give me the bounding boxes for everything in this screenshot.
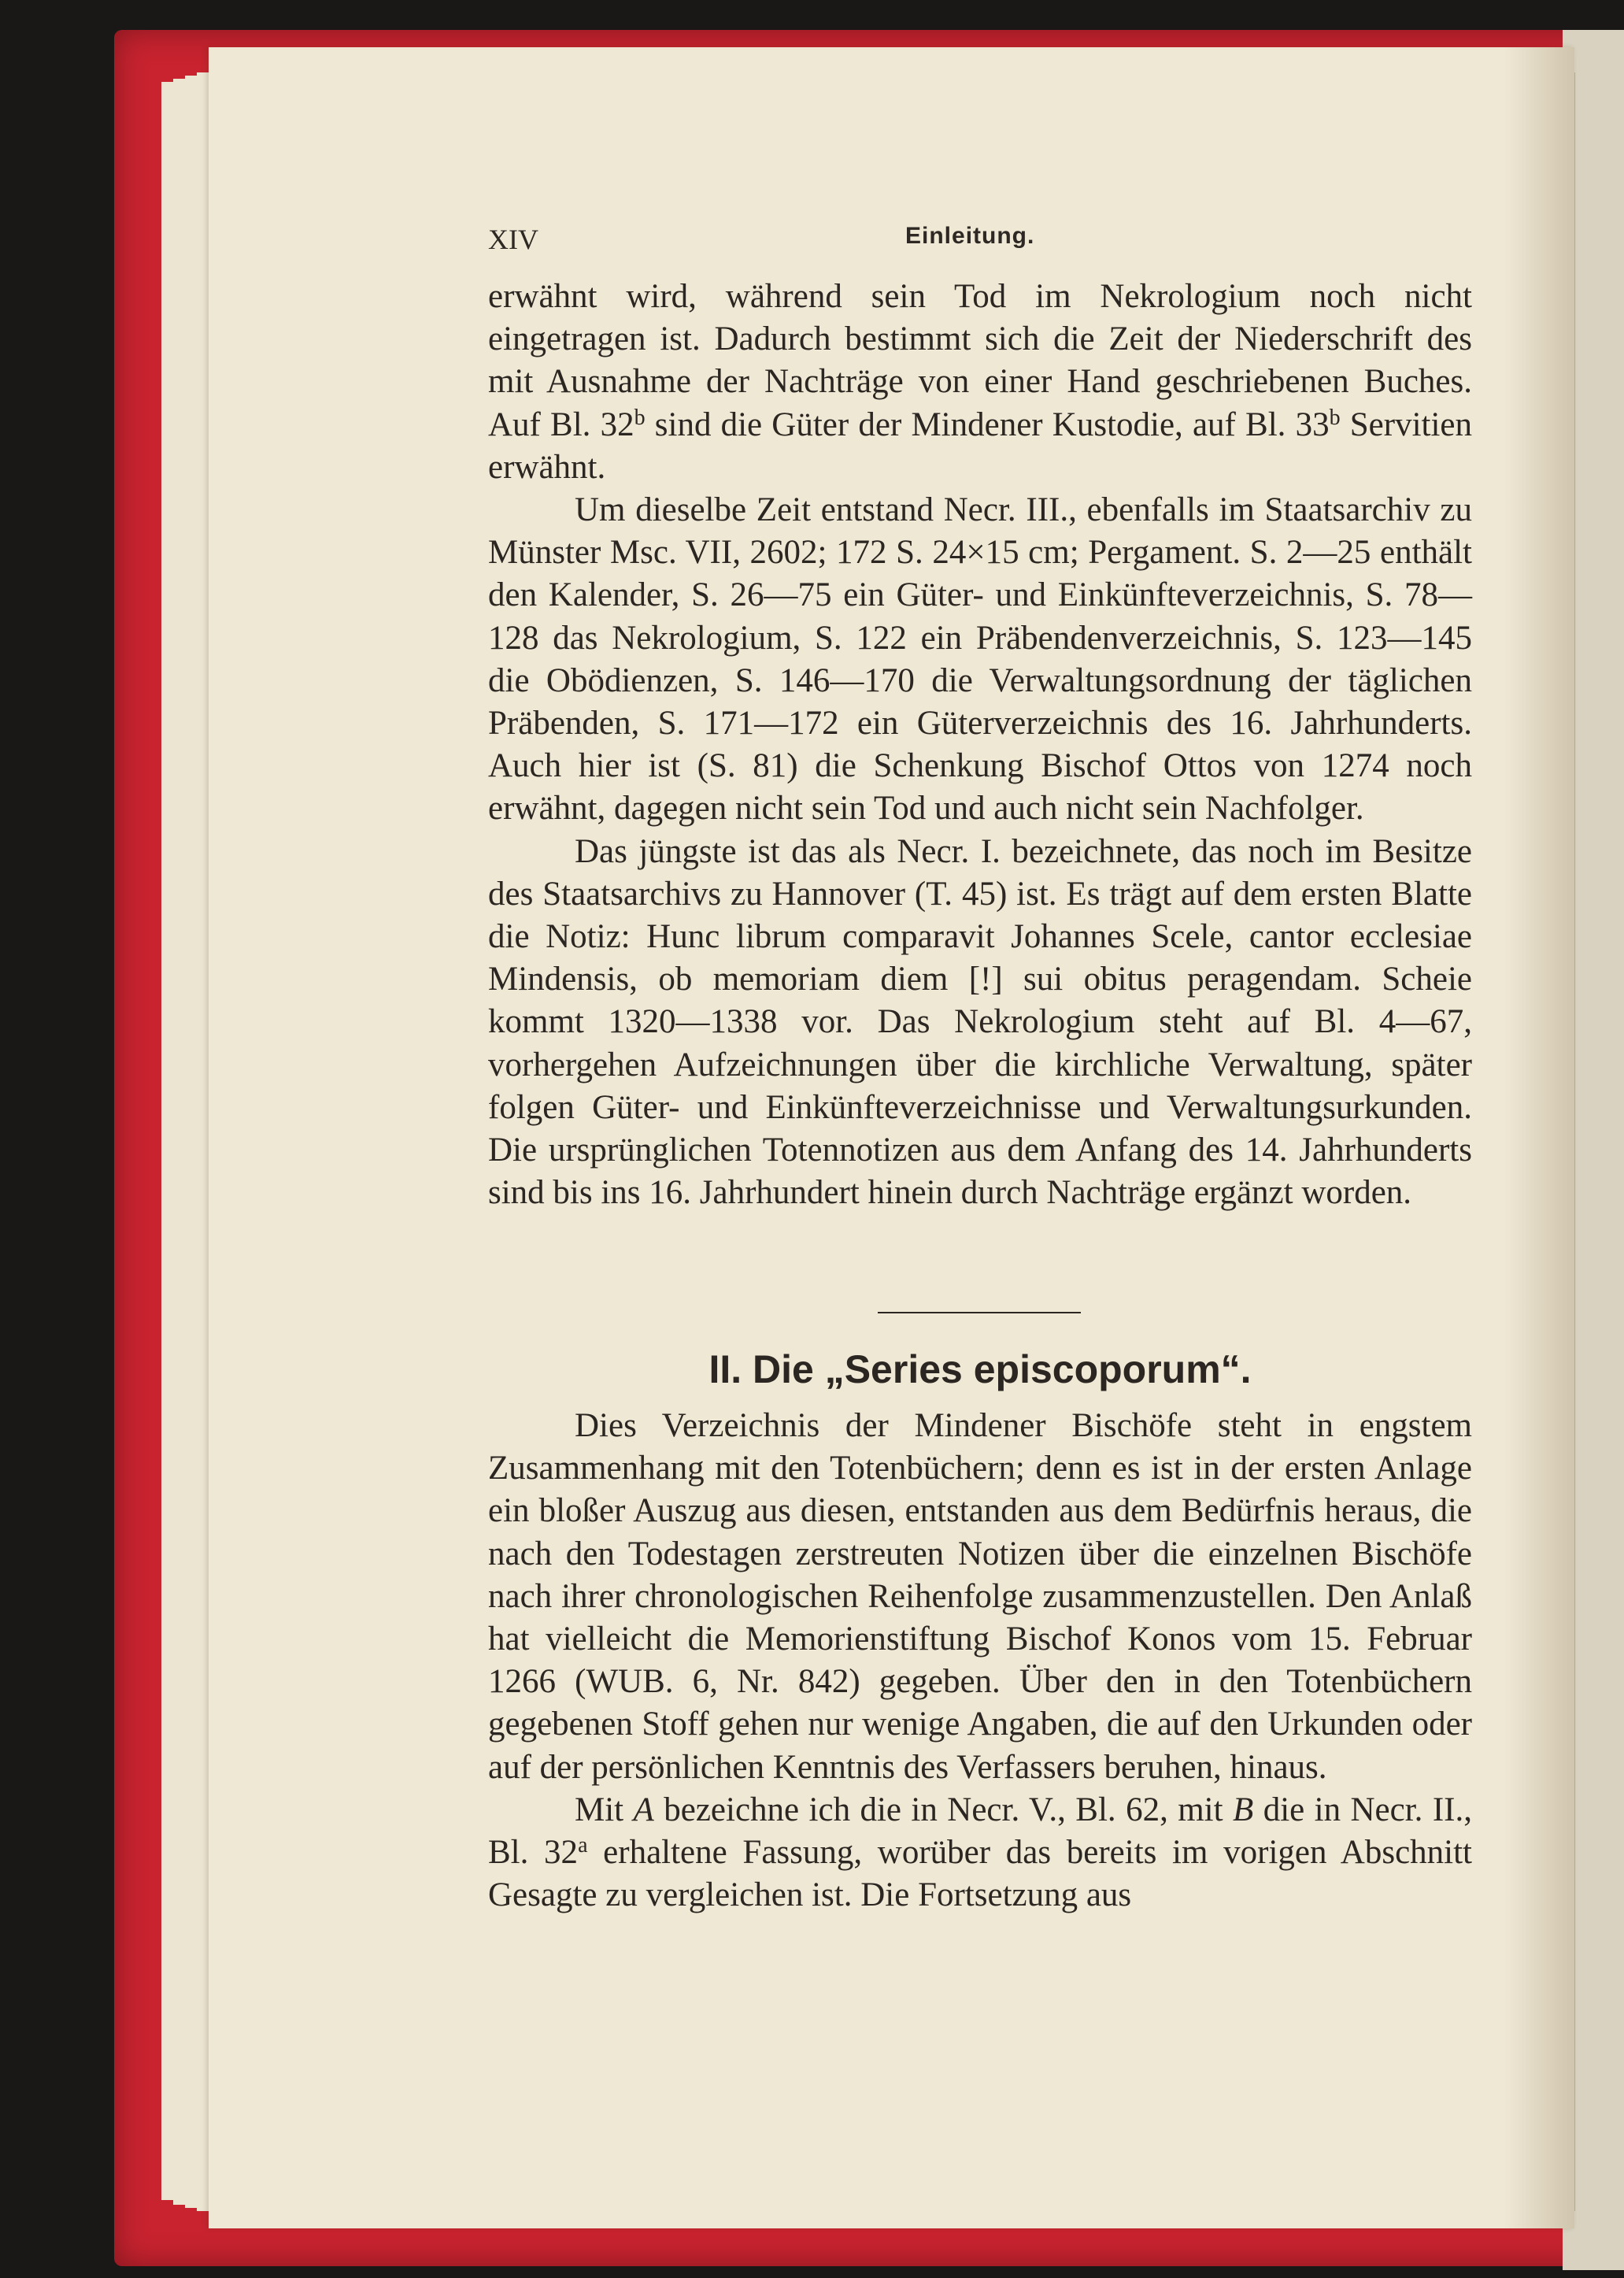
text-run: erwähnt wird, während sein Tod im Nekrologium noch nicht eingetragen ist. Dadurch bestimmt sich die Zeit der Niederschrift des mit Ausnahme der Nachträge von einer Hand geschriebenen Buches. Auf Bl. 32: [488, 278, 1472, 443]
paragraph: Dies Verzeichnis der Mindener Bischöfe steht in engstem Zusammenhang mit den Totenbüchern; denn es ist in der ersten Anlage ein bloßer Auszug aus diesen, entstanden aus dem Bedürfnis heraus, die nach den Todestagen zerstreuten Notizen über die einzelnen Bischöfe nach ihrer chronologischen Reihenfolge zusammenzustellen. Den Anlaß hat vielleicht die Memorienstiftung Bischof Konos vom 15. Februar 1266 (WUB. 6, Nr. 842) gegeben. Über den in den Totenbüchern gegebenen Stoff gehen nur wenige Angaben, die auf den Urkunden oder auf der persönlichen Kenntnis des Verfassers beruhen, hinaus.: [488, 1407, 1472, 1786]
running-head: [488, 223, 1472, 262]
text-run: bezeichne ich die in Necr. V., Bl. 62, mit: [653, 1791, 1233, 1828]
paragraph: [488, 276, 1472, 489]
siglum: B: [1233, 1791, 1254, 1828]
paragraph: [488, 1789, 1472, 1917]
paragraph: Um dieselbe Zeit entstand Necr. III., ebenfalls im Staatsarchiv zu Münster Msc. VII, 2602; 172 S. 24×15 cm; Pergament. S. 2—25 enthält den Kalender, S. 26—75 ein Güter- und Einkünfteverzeichnis, S. 78—128 das Nekrologium, S. 122 ein Präbendenverzeichnis, S. 123—145 die Obödienzen, S. 146—170 die Verwaltungsordnung der täglichen Präbenden, S. 171—172 ein Güterverzeichnis des 16. Jahrhunderts. Auch hier ist (S. 81) die Schenkung Bischof Ottos von 1274 noch erwähnt, dagegen nicht sein Tod und auch nicht sein Nachfolger.: [488, 491, 1472, 828]
section-divider: [878, 1312, 1081, 1313]
paragraph: Das jüngste ist das als Necr. I. bezeichnete, das noch im Besitze des Staatsarchivs zu Hannover (T. 45) ist. Es trägt auf dem ersten Blatte die Notiz: Hunc librum comparavit Johannes Scele, cantor ecclesiae Mindensis, ob memoriam diem [!] sui obitus peragendam. Scheie kommt 1320—1338 vor. Das Nekrologium steht auf Bl. 4—67, vorhergehen Aufzeichnungen über die kirchliche Verwaltung, später folgen Güter- und Einkünfteverzeichnisse und Verwaltungsurkunden. Die ursprünglichen Totennotizen aus dem Anfang des 14. Jahrhunderts sind bis ins 16. Jahrhundert hinein durch Nachträge ergänzt worden.: [488, 832, 1472, 1212]
superscript: b: [1329, 405, 1341, 430]
page-number: XIV: [488, 224, 538, 255]
section-i-text: [488, 276, 1472, 1214]
siglum: A: [633, 1791, 654, 1828]
text-run: die in Necr. II., Bl. 32: [488, 1791, 1472, 1872]
text-run: Mit: [575, 1791, 634, 1828]
text-run: erhaltene Fassung, worüber das bereits im vorigen Abschnitt Gesagte zu vergleichen ist. Die Fortsetzung aus: [488, 1834, 1472, 1914]
text-run: sind die Güter der Mindener Kustodie, auf Bl. 33: [645, 406, 1330, 443]
running-title: Einleitung.: [905, 223, 1035, 249]
superscript: a: [578, 1833, 588, 1858]
section-ii-text: [488, 1405, 1472, 1917]
text-run: Servitien erwähnt.: [488, 406, 1473, 486]
superscript: b: [634, 405, 646, 430]
section-heading: II. Die „Series episcoporum“.: [708, 1347, 1252, 1391]
